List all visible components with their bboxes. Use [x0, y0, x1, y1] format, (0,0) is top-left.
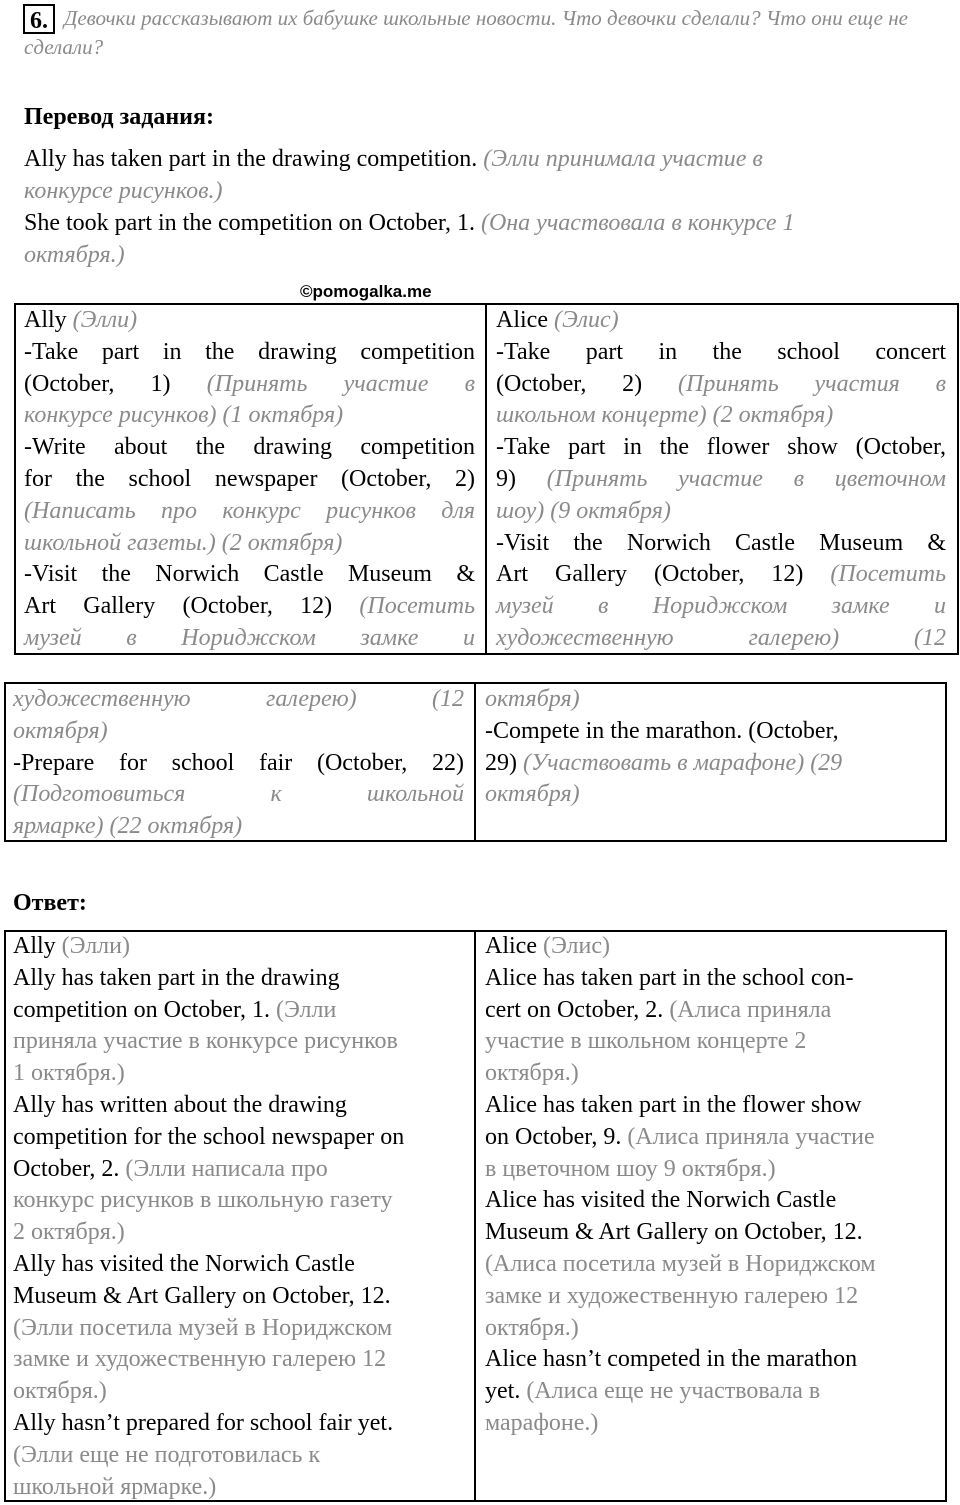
line-text-ru: 1 октября.)	[13, 1060, 125, 1087]
table-line	[24, 305, 475, 337]
plan-table-1-divider	[485, 303, 487, 655]
line-text-en: Ally hasn’t prepared for school fair yet.	[13, 1409, 394, 1436]
table-line	[485, 1058, 943, 1090]
line-text-ru: (Элли)	[72, 307, 138, 333]
table-line	[13, 1026, 471, 1058]
line-text-ru: (Элис)	[553, 307, 619, 333]
table-line	[13, 1217, 471, 1249]
line-text-en: -Visit the Norwich Castle Museum &	[496, 529, 946, 556]
line-text-en: Museum & Art Gallery on October, 12.	[13, 1282, 391, 1309]
line-text-en: Ally has written about the drawing	[13, 1091, 347, 1118]
table-line	[24, 528, 475, 560]
line-text-ru: октября.)	[485, 1060, 579, 1087]
table-line	[496, 400, 946, 432]
table-line	[485, 1344, 943, 1376]
line-text-en: cert on October, 2.	[485, 996, 664, 1023]
line-text-ru: в цветочном шоу 9 октября.)	[485, 1155, 776, 1182]
table-line	[13, 684, 464, 716]
table-line	[485, 1026, 943, 1058]
line-text-ru: (Посетить	[359, 593, 475, 620]
table-line	[13, 931, 471, 963]
table-line	[485, 684, 935, 716]
line-text-ru: (Принять участия в	[678, 370, 946, 397]
example-line-3-en: She took part in the competition on October, 1.	[24, 210, 475, 236]
line-text-ru: школьном концерте) (2 октября)	[496, 402, 834, 429]
line-text-ru: (Элли еще не подготовилась к	[13, 1441, 321, 1468]
line-text-ru: художественную галерею) (12	[496, 624, 946, 651]
line-text-en: competition on October, 1.	[13, 996, 270, 1023]
line-text-ru: конкурсе рисунков) (1 октября)	[24, 402, 344, 429]
line-text-ru: (Алиса посетила музей в Нориджском	[485, 1250, 876, 1277]
table-line	[13, 1122, 471, 1154]
table-line	[496, 432, 946, 464]
line-text-ru: (Алиса приняла	[669, 996, 832, 1023]
table-line	[496, 623, 946, 655]
line-text-ru: замке и художественную галерею 12	[485, 1282, 859, 1309]
table-line	[485, 1408, 943, 1440]
plan-table-1-ally	[24, 305, 475, 655]
line-text-ru: октября)	[485, 686, 580, 712]
line-text-en: Museum & Art Gallery on October, 12.	[485, 1219, 863, 1246]
line-text-en: (October, 2)	[496, 370, 643, 397]
line-text-ru: октября)	[13, 717, 108, 744]
answer-table-divider	[474, 930, 476, 1502]
table-line	[24, 337, 475, 369]
table-line	[485, 1376, 943, 1408]
line-text-ru: октября)	[485, 781, 580, 808]
table-line	[485, 1090, 943, 1122]
line-text-en: Art Gallery (October, 12)	[24, 593, 333, 620]
line-text-en: Alice	[485, 933, 537, 959]
table-line	[13, 995, 471, 1027]
table-line	[485, 963, 943, 995]
table-line	[24, 400, 475, 432]
example-line-3-ru: (Она участвовала в конкурсе 1	[480, 210, 795, 236]
example-line-1	[24, 144, 763, 176]
line-text-ru: (Принять участие в цветочном	[546, 465, 946, 492]
line-text-en: competition for the school newspaper on	[13, 1123, 405, 1150]
line-text-en: 29)	[485, 749, 517, 776]
line-text-ru: (Алиса приняла участие	[627, 1123, 875, 1150]
line-text-ru: (Элли написала про	[125, 1155, 328, 1182]
table-line	[485, 716, 935, 748]
table-line	[496, 337, 946, 369]
line-text-ru: музей в Нориджском замке и	[24, 624, 475, 651]
table-line	[485, 779, 935, 811]
watermark: ©pomogalka.me	[300, 282, 432, 301]
line-text-en: Ally has taken part in the drawing	[13, 964, 340, 991]
line-text-en: Alice hasn’t competed in the marathon	[485, 1346, 858, 1373]
line-text-en: Alice has taken part in the flower show	[485, 1091, 862, 1118]
line-text-ru: (Алиса еще не участвовала в	[526, 1378, 821, 1405]
line-text-ru: (Элли	[275, 996, 337, 1023]
line-text-ru: художественную галерею) (12	[13, 686, 464, 712]
example-line-3	[24, 208, 795, 240]
line-text-ru: замке и художественную галерею 12	[13, 1346, 387, 1373]
plan-table-2-alice	[485, 684, 935, 811]
table-line	[13, 1313, 471, 1345]
line-text-en: Ally	[24, 307, 67, 333]
line-text-ru: участие в школьном концерте 2	[485, 1028, 807, 1055]
line-text-ru: марафоне.)	[485, 1409, 599, 1436]
line-text-en: -Take part in the school concert	[496, 338, 946, 365]
line-text-ru: (Принять участие в	[206, 370, 475, 397]
table-line	[485, 931, 943, 963]
line-text-en: Ally	[13, 933, 56, 959]
line-text-en: -Prepare for school fair (October, 22)	[13, 749, 464, 776]
line-text-ru: (Подготовиться к школьной	[13, 781, 464, 808]
line-text-ru: конкурс рисунков в школьную газету	[13, 1187, 393, 1214]
table-line	[13, 1472, 471, 1504]
translation-heading: Перевод задания:	[24, 104, 214, 130]
example-line-1-ru: (Элли принимала участие в	[483, 146, 763, 172]
table-line	[13, 1376, 471, 1408]
table-line	[496, 528, 946, 560]
table-line	[496, 369, 946, 401]
line-text-ru: приняла участие в конкурсе рисунков	[13, 1028, 398, 1055]
table-line	[24, 623, 475, 655]
line-text-ru: музей в Нориджском замке и	[496, 593, 946, 620]
table-line	[485, 1154, 943, 1186]
answer-ally	[13, 931, 471, 1503]
task-number: 6.	[23, 4, 55, 34]
line-text-en: Alice	[496, 307, 548, 333]
table-line	[496, 591, 946, 623]
table-line	[13, 1344, 471, 1376]
table-line	[485, 1185, 943, 1217]
task-text: Девочки рассказывают их бабушке школьные новости. Что девочки сделали? Что они еще не сделали?	[24, 6, 908, 59]
line-text-en: -Take part in the drawing competition	[24, 338, 475, 365]
table-line	[485, 1249, 943, 1281]
table-line	[24, 464, 475, 496]
line-text-ru: октября.)	[13, 1378, 107, 1405]
table-line	[13, 1281, 471, 1313]
line-text-ru: (Элис)	[542, 933, 610, 959]
line-text-ru: школьной ярмарке.)	[13, 1473, 217, 1500]
table-line	[496, 464, 946, 496]
plan-table-2-ally	[13, 684, 464, 843]
line-text-en: Art Gallery (October, 12)	[496, 561, 804, 588]
line-text-ru: школьной газеты.) (2 октября)	[24, 529, 343, 556]
line-text-ru: шоу) (9 октября)	[496, 497, 671, 524]
line-text-en: October, 2.	[13, 1155, 120, 1182]
table-line	[485, 748, 935, 780]
line-text-en: 9)	[496, 465, 516, 492]
line-text-en: -Take part in the flower show (October,	[496, 434, 946, 461]
table-line	[24, 496, 475, 528]
table-line	[13, 1154, 471, 1186]
table-line	[13, 748, 464, 780]
table-line	[485, 1122, 943, 1154]
line-text-ru: (Элли посетила музей в Нориджском	[13, 1314, 393, 1341]
example-line-1-en: Ally has taken part in the drawing competition.	[24, 146, 478, 172]
answer-alice	[485, 931, 943, 1440]
table-line	[13, 1249, 471, 1281]
table-line	[13, 811, 464, 843]
table-line	[13, 1408, 471, 1440]
line-text-en: -Write about the drawing competition	[24, 434, 475, 461]
answer-heading: Ответ:	[13, 890, 87, 916]
table-line	[13, 1440, 471, 1472]
line-text-ru: (Написать про конкурс рисунков для	[24, 497, 475, 524]
example-line-2: конкурсе рисунков.)	[24, 178, 223, 204]
line-text-en: on October, 9.	[485, 1123, 622, 1150]
line-text-ru: (Участвовать в марафоне) (29	[523, 749, 843, 776]
table-line	[496, 496, 946, 528]
table-line	[485, 1281, 943, 1313]
line-text-ru: ярмарке) (22 октября)	[13, 813, 243, 840]
table-line	[13, 963, 471, 995]
table-line	[496, 559, 946, 591]
line-text-ru: (Посетить	[830, 561, 946, 588]
line-text-en: yet.	[485, 1378, 521, 1405]
table-line	[13, 779, 464, 811]
line-text-en: Ally has visited the Norwich Castle	[13, 1250, 355, 1277]
table-line	[13, 716, 464, 748]
table-line	[485, 1217, 943, 1249]
line-text-en: Alice has taken part in the school con-	[485, 964, 854, 991]
plan-table-1-alice	[496, 305, 946, 655]
table-line	[13, 1090, 471, 1122]
table-line	[485, 995, 943, 1027]
line-text-en: -Compete in the marathon. (October,	[485, 717, 839, 744]
line-text-ru: 2 октября.)	[13, 1219, 125, 1246]
table-line	[24, 591, 475, 623]
table-line	[24, 432, 475, 464]
line-text-en: -Visit the Norwich Castle Museum &	[24, 561, 475, 588]
table-line	[24, 559, 475, 591]
table-line	[496, 305, 946, 337]
line-text-ru: октября.)	[485, 1314, 579, 1341]
line-text-ru: (Элли)	[61, 933, 130, 959]
table-line	[13, 1058, 471, 1090]
line-text-en: (October, 1)	[24, 370, 171, 397]
table-line	[485, 1313, 943, 1345]
plan-table-2-divider	[474, 682, 476, 842]
table-line	[24, 369, 475, 401]
example-line-4: октября.)	[24, 242, 125, 268]
table-line	[13, 1185, 471, 1217]
line-text-en: Alice has visited the Norwich Castle	[485, 1187, 837, 1214]
line-text-en: for the school newspaper (October, 2)	[24, 465, 475, 492]
